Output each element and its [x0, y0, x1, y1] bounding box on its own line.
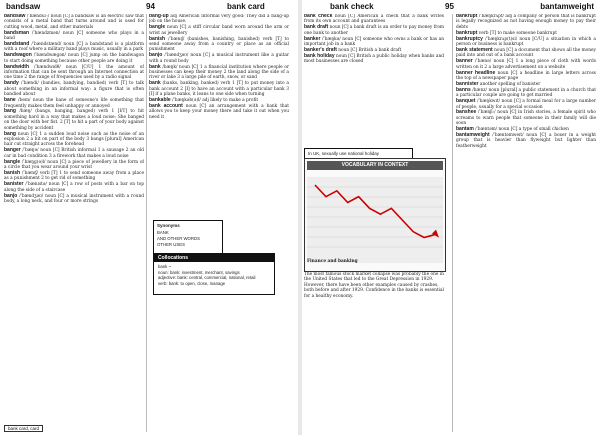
dictionary-entry: bandsaw /ˈbændsɔː/ noun [C] a bandsaw is an electric saw that consists of a metal band that turns around and is used for cutting wood, metal, and other materials — [4, 14, 144, 30]
dictionary-entry: banish /ˈbænɪʃ/ (banishes, banishing, banished) verb [T] to send someone away from a country or place as an official punishment — [149, 35, 289, 53]
dictionary-entry: bankable /ˈbæŋkəb(ə)l/ adj likely to make a profit — [149, 97, 259, 104]
dictionary-entry: bandwidth /ˈbændwɪdθ/ noun [C/U] 1 the amount of information that can be sent through an Internet connection at one time 2 the range of frequencies used by a radio signal — [4, 63, 144, 81]
collocations-box — [153, 253, 275, 295]
dictionary-entry: bank account noun [C] an arrangement with a bank that allows you to keep your money there and take it out when you need it — [149, 103, 289, 120]
dictionary-entry: banish /ˈbænɪʃ/ verb [T] 1 to send someone away from a place as a punishment 2 to get rid of something — [4, 169, 144, 182]
collocations-line: adjective: bank: central, commercial, national, retail — [158, 275, 256, 281]
vocabulary-text: The most famous stock market collapse was probably the one in the United States that led to the Great Depression in 1929. However, there have been other examples caused by crashes, both before and after 1929. Confidence in the banks is essential for a healthy economy. — [304, 272, 444, 299]
dictionary-entry: bank statement noun [C] a document that shows all the money paid into and out of a bank account — [456, 46, 596, 59]
stock-chart-illustration — [307, 171, 443, 269]
dictionary-entry: bankrupt /ˈbæŋkrʌpt/ adj a company or person that is bankrupt is legally recognized as not having enough money to pay their debts — [456, 14, 596, 30]
dictionary-entry: bang /bæŋ/ (bangs, banging, banged) verb 1 [I/T] to hit something hard in a way that makes a loud noise: She banged on the door with her fist. 2 [T] to hit a part of your body against something by accident — [4, 108, 144, 131]
dictionary-entry: bang-up adj American informal very good: They did a bang-up job on the house. — [149, 14, 289, 25]
dictionary-entry: bang noun [C] 1 a sudden loud noise such as the noise of an explosion 2 a hit on part of the body 3 bangs [plural] American hair cut straight across the forehead — [4, 130, 144, 148]
dictionary-entry: banjo /ˈbændʒəʊ/ noun [C] a musical instrument with a round body, a long neck, and four or more strings — [4, 192, 144, 204]
running-head-right: bantamweight — [540, 2, 594, 11]
running-head-right-start: bank check — [330, 2, 374, 11]
dictionary-entry: banner headline noun [C] a headline in large letters across the top of a newspaper page — [456, 69, 596, 81]
dictionary-entry: bandstand /ˈbændstænd/ noun [C] a bandstand is a platform with a roof where a military band plays music, usually in a park — [4, 41, 144, 53]
chart-background — [307, 177, 443, 263]
synonyms-title: Synonyms — [157, 223, 180, 228]
synonyms-line: OTHER USES — [157, 242, 185, 247]
dictionary-entry: bankruptcy /ˈbæŋkrʌp(t)si/ noun [C/U] a situation in which a person or business is bankrupt — [456, 35, 596, 48]
page-number-left: 94 — [146, 2, 155, 11]
dictionary-entry: bank (banks, banking, banked) verb 1 [T] to put money into a bank account 2 [I] to have an account with a particular bank 3 [I] if a plane banks, it leans to one side when turning — [149, 80, 289, 98]
synonyms-box — [153, 220, 223, 256]
column-3 — [304, 14, 444, 146]
column-1 — [4, 14, 144, 435]
dictionary-entry: bank draft noun [C] a bank draft is an order to pay money from one bank to another — [304, 24, 444, 36]
running-head-left-end: bank card — [227, 2, 265, 11]
synonyms-line: AND OTHER WORDS — [157, 236, 200, 241]
collocations-line: noun: bank: investment, merchant, savings — [158, 269, 240, 275]
dictionary-entry: bannister another spelling of banister — [456, 80, 541, 87]
dictionary-entry: banker's draft noun [C] British a bank draft — [304, 46, 402, 53]
collocations-title: Collocations — [154, 254, 274, 262]
dictionary-entry: bangle noun [C] a stiff circular band worn around the arm or wrist as jewellery — [149, 24, 289, 36]
dictionary-entry: bank /bæŋk/ noun [C] 1 a financial institution where people or businesses can keep their money 2 the land along the side of a river or lake 3 a large pile of earth, snow, or sand — [149, 63, 289, 81]
dictionary-entry: bandy /ˈbændi/ (bandies, bandying, bandied) verb [T] to talk about something in an informal way: a figure that is often bandied about — [4, 80, 144, 98]
dictionary-entry: bangle /ˈbæŋɡ(ə)l/ noun [C] a piece of jewellery in the form of a circle that you wear around your wrist — [4, 158, 144, 170]
dictionary-entry: banshee /ˈbænʃiː/ noun [C] in Irish stories, a female spirit who screams to warn people that someone in their family will die soon — [456, 109, 596, 127]
dictionary-entry: banister /ˈbænɪstə/ noun [C] a row of posts with a bar on top along the side of a staircase — [4, 181, 144, 193]
vocabulary-caption: Finance and banking — [307, 259, 358, 264]
collocations-line: verb: bank: to open, close, manage — [158, 280, 226, 286]
dictionary-entry: bantamweight /ˈbæntəmweɪt/ noun [C] a boxer in a weight group that is heavier than flyweight but lighter than featherweight — [456, 132, 596, 149]
dictionary-entry: bank holiday noun [C] British a public holiday when banks and most businesses are closed — [304, 52, 444, 65]
dictionary-entry: banker /ˈbæŋkə/ noun [C] someone who owns a bank or has an important job in a bank — [304, 35, 444, 48]
collocations-line: bank ~ — [158, 264, 172, 269]
dictionary-entry: bandsman /ˈbændzmən/ noun [C] someone who plays in a band — [4, 29, 144, 42]
vocabulary-in-context-panel — [304, 158, 446, 272]
dictionary-entry: bankrupt verb [T] to make someone bankrupt — [456, 29, 557, 36]
page-number-right: 95 — [445, 2, 454, 11]
dictionary-entry: banner /ˈbænə/ noun [C] 1 a long piece of cloth with words written on it 2 a large advertisement on a website — [456, 58, 596, 70]
running-head-left: bandsaw — [6, 2, 41, 11]
cross-reference-link[interactable]: bank card, card — [4, 425, 43, 432]
column-divider — [452, 14, 453, 432]
column-divider — [146, 14, 147, 432]
dictionary-entry: banquet /ˈbæŋkwɪt/ noun [C] a formal meal for a large number of people, usually for a special occasion — [456, 98, 596, 110]
column-4 — [456, 14, 596, 435]
vocabulary-title: VOCABULARY IN CONTEXT — [307, 161, 443, 170]
dictionary-entry: banjo /ˈbændʒəʊ/ noun [C] a musical instrument like a guitar with a round body — [149, 52, 289, 64]
usage-banner: In UK, sexually use national holiday — [304, 148, 413, 159]
dictionary-entry: bandwagon /ˈbændwæɡən/ noun [C] jump on the bandwagon to start doing something because other people are doing it — [4, 52, 144, 64]
page-gutter — [298, 0, 302, 435]
synonyms-line: BANK — [157, 230, 169, 235]
dictionary-entry: banns /bænz/ noun [plural] a public statement in a church that a particular couple are going to get married — [456, 86, 596, 99]
dictionary-entry: bantam /ˈbæntəm/ noun [C] a type of small chicken — [456, 126, 569, 133]
dictionary-entry: bank check noun [C] American a check that a bank writes from its own account and guarantees — [304, 14, 444, 25]
dictionary-entry: banger /ˈbæŋə/ noun [C] British informal 1 a sausage 2 an old car in bad condition 3 a firework that makes a loud noise — [4, 147, 144, 159]
dictionary-entry: bane /beɪn/ noun the bane of someone's life something that frequently makes them feel unhappy or annoyed — [4, 97, 144, 109]
